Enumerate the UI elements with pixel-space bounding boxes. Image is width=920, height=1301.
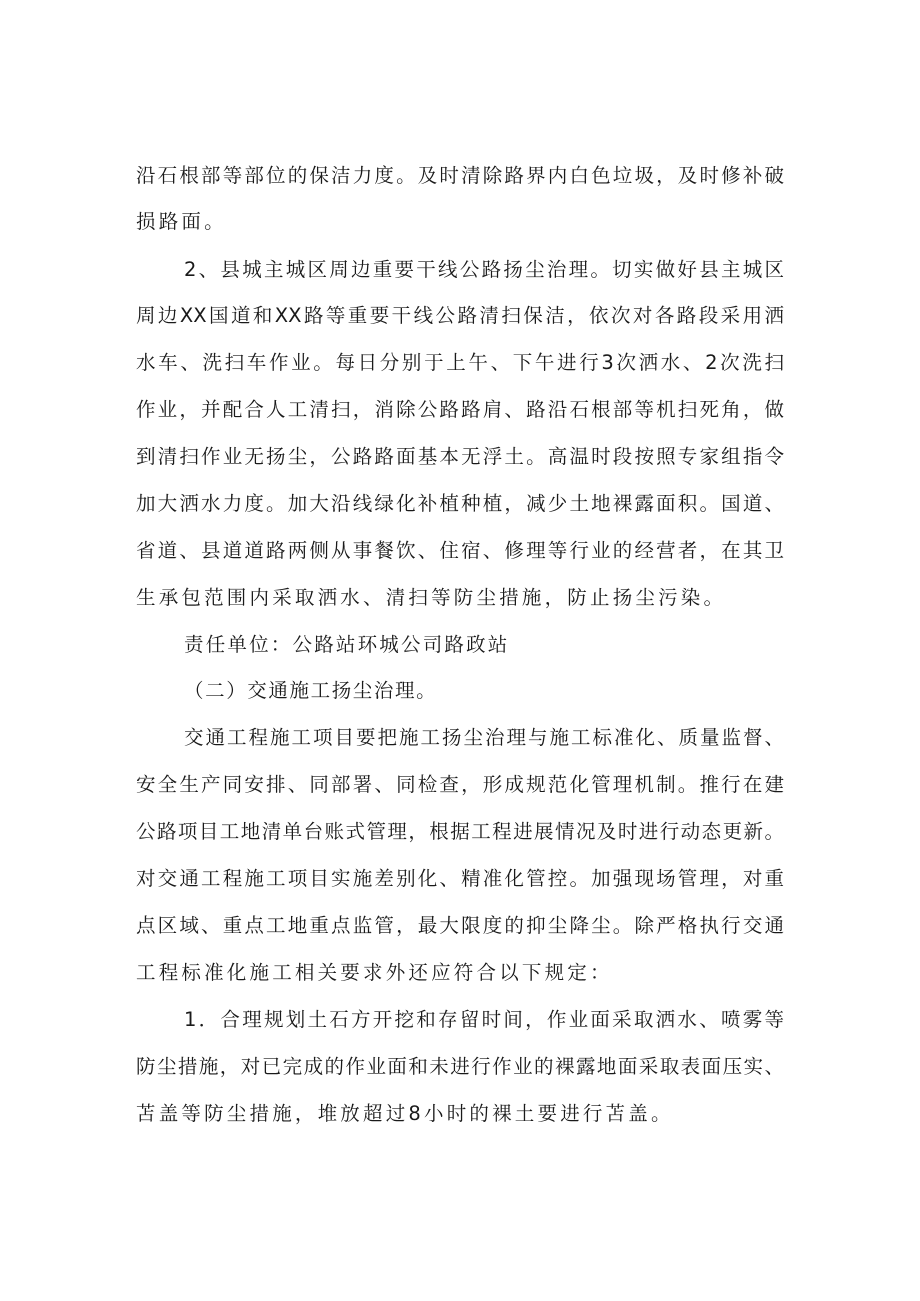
text-line: 防尘措施，对已完成的作业面和未进行作业的裸露地面采取表面压实、 (136, 1055, 784, 1078)
paragraph-start-line: 交通工程施工项目要把施工扬尘治理与施工标准化、质量监督、 (184, 726, 784, 749)
text-line: 点区域、重点工地重点监管，最大限度的抑尘降尘。除严格执行交通 (136, 914, 784, 937)
text-line: 水车、洗扫车作业。每日分别于上午、下午进行3次洒水、2次洗扫 (136, 351, 784, 374)
text-line: 公路项目工地清单台账式管理，根据工程进展情况及时进行动态更新。 (136, 820, 784, 843)
text-line: 沿石根部等部位的保洁力度。及时清除路界内白色垃圾，及时修补破 (136, 164, 784, 187)
paragraph-start-line: 2、县城主城区周边重要干线公路扬尘治理。切实做好县主城区 (184, 258, 784, 281)
text-line: 对交通工程施工项目实施差别化、精准化管控。加强现场管理，对重 (136, 867, 784, 890)
section-heading: （二）交通施工扬尘治理。 (184, 679, 438, 702)
text-line: 省道、县道道路两侧从事餐饮、住宿、修理等行业的经营者，在其卫 (136, 539, 784, 562)
text-line: 到清扫作业无扬尘，公路路面基本无浮土。高温时段按照专家组指令 (136, 445, 784, 468)
text-line: 苫盖等防尘措施，堆放超过8小时的裸土要进行苫盖。 (136, 1102, 674, 1125)
text-line: 加大洒水力度。加大沿线绿化补植种植，减少土地裸露面积。国道、 (136, 492, 784, 515)
text-line: 安全生产同安排、同部署、同检查，形成规范化管理机制。推行在建 (136, 773, 784, 796)
text-line: 损路面。 (136, 210, 227, 233)
text-line: 生承包范围内采取洒水、清扫等防尘措施，防止扬尘污染。 (136, 586, 727, 609)
text-line: 周边XX国道和XX路等重要干线公路清扫保洁，依次对各路段采用洒 (136, 304, 784, 327)
text-line: 工程标准化施工相关要求外还应符合以下规定： (136, 961, 613, 984)
responsible-unit-line: 责任单位：公路站环城公司路政站 (184, 633, 510, 656)
paragraph-start-line: 1．合理规划土石方开挖和存留时间，作业面采取洒水、喷雾等 (184, 1008, 784, 1031)
text-line: 作业，并配合人工清扫，消除公路路肩、路沿石根部等机扫死角，做 (136, 398, 784, 421)
